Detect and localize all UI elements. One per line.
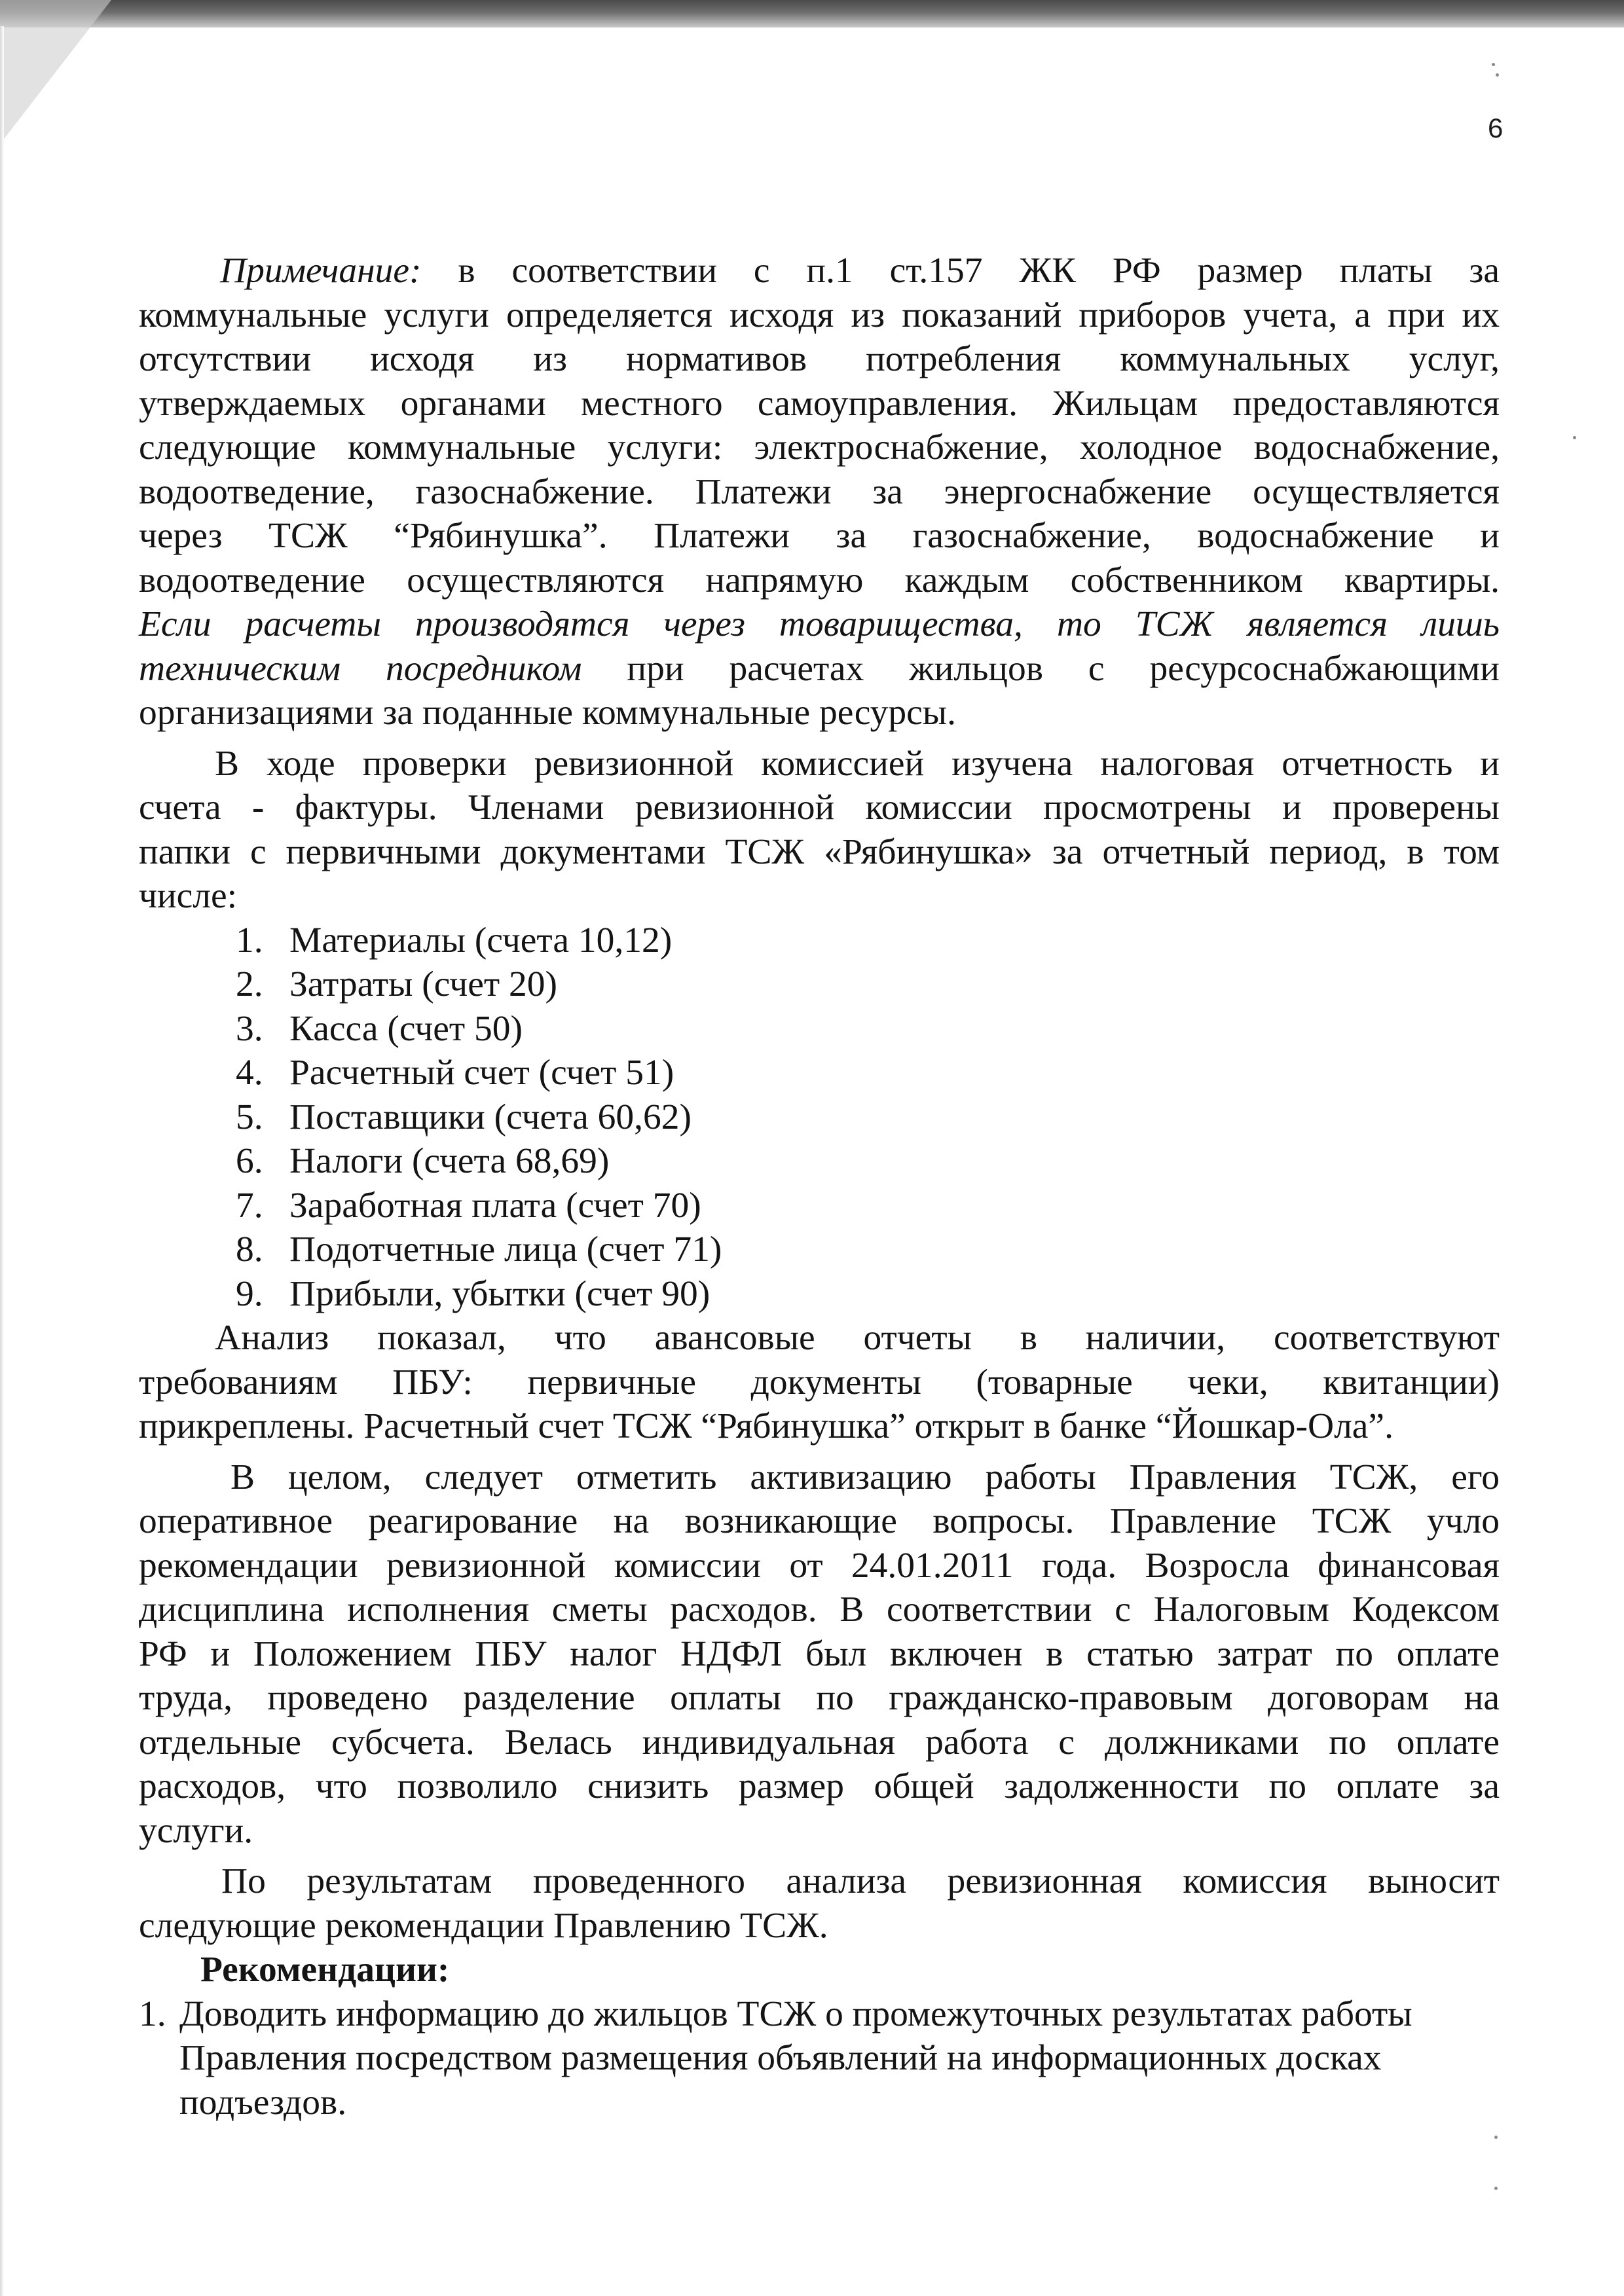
text-line: РФ и Положением ПБУ налог НДФЛ был включен в статью затрат по оплате xyxy=(139,1633,1500,1674)
list-item xyxy=(236,1184,1500,1228)
text-line: счета - фактуры. Членами ревизионной комиссии просмотрены и проверены xyxy=(139,788,1500,828)
list-item xyxy=(236,919,1500,963)
text-line: требованиям ПБУ: первичные документы (товарные чеки, квитанции) xyxy=(139,1362,1500,1402)
analysis-paragraph xyxy=(139,1316,1500,1449)
list-text: Расчетный счет (счет 51) xyxy=(289,1053,674,1093)
list-item xyxy=(236,1095,1500,1140)
scan-speck xyxy=(1573,436,1576,439)
list-number: 1. xyxy=(139,1994,166,2034)
text-line: В ходе проверки ревизионной комиссией изучена налоговая отчетность и xyxy=(215,743,1500,784)
scan-top-border xyxy=(0,0,1624,27)
text-line: следующие коммунальные услуги: электроснабжение, холодное водоснабжение, xyxy=(139,428,1500,467)
italic-fragment: техническим посредником xyxy=(139,648,582,689)
list-number: 8. xyxy=(236,1230,263,1269)
text-line: водоотведение осуществляются напрямую каждым собственником квартиры. xyxy=(139,560,1500,600)
note-line-text: в соответствии с п.1 ст.157 ЖК РФ размер платы за xyxy=(458,251,1500,291)
text-line: дисциплина исполнения сметы расходов. В соответствии с Налоговым Кодексом xyxy=(139,1590,1500,1630)
list-number: 5. xyxy=(236,1097,263,1137)
accounts-list xyxy=(236,919,1500,1317)
list-text: Налоги (счета 68,69) xyxy=(289,1141,610,1181)
list-text: Материалы (счета 10,12) xyxy=(289,920,673,960)
list-text: Подотчетные лица (счет 71) xyxy=(289,1230,722,1269)
text-line: Доводить информацию до жильцов ТСЖ о промежуточных результатах работы xyxy=(179,1994,1412,2034)
text-fragment: при расчетах жильцов с ресурсоснабжающими xyxy=(627,648,1500,689)
text-line: Анализ показал, что авансовые отчеты в наличии, соответствуют xyxy=(215,1318,1500,1358)
list-number: 2. xyxy=(236,964,263,1004)
text-line: труда, проведено разделение оплаты по гражданско-правовым договорам на xyxy=(139,1678,1500,1718)
text-line: утверждаемых органами местного самоуправления. Жильцам предоставляются xyxy=(139,383,1500,424)
text-line: услуги. xyxy=(139,1810,253,1851)
text-line: папки с первичными документами ТСЖ «Рябинушка» за отчетный период, в том xyxy=(139,831,1500,872)
list-number: 9. xyxy=(236,1273,263,1314)
list-item xyxy=(236,1051,1500,1095)
scan-speck xyxy=(1496,73,1499,77)
text-line: расходов, что позволило снизить размер общей задолженности по оплате за xyxy=(139,1766,1500,1806)
list-number: 6. xyxy=(236,1141,263,1181)
document-body xyxy=(139,249,1500,2124)
general-paragraph xyxy=(139,1455,1500,1853)
list-item xyxy=(139,1992,1500,2125)
list-item xyxy=(236,1007,1500,1051)
list-text: Затраты (счет 20) xyxy=(289,964,557,1004)
text-line: отсутствии исходя из нормативов потребления коммунальных услуг, xyxy=(139,339,1500,379)
list-item xyxy=(236,1272,1500,1317)
list-number: 7. xyxy=(236,1185,263,1226)
text-line: организациями за поданные коммунальные ресурсы. xyxy=(139,693,956,733)
list-number: 4. xyxy=(236,1053,263,1093)
note-paragraph xyxy=(139,249,1500,735)
text-line: через ТСЖ “Рябинушка”. Платежи за газоснабжение, водоснабжение и xyxy=(139,516,1500,556)
list-item xyxy=(236,1228,1500,1272)
list-item xyxy=(236,1139,1500,1184)
text-line: числе: xyxy=(139,876,237,916)
text-line: Правления посредством размещения объявлений на информационных досках xyxy=(179,2038,1382,2078)
text-line: оперативное реагирование на возникающие вопросы. Правление ТСЖ учло xyxy=(139,1501,1500,1541)
list-text xyxy=(179,1992,1412,2125)
list-text: Прибыли, убытки (счет 90) xyxy=(289,1273,710,1314)
text-line: подъездов. xyxy=(179,2082,347,2123)
list-item xyxy=(236,962,1500,1007)
list-text: Заработная плата (счет 70) xyxy=(289,1185,701,1226)
text-line: прикреплены. Расчетный счет ТСЖ “Рябинушка” открыт в банке “Йошкар-Ола”. xyxy=(139,1406,1393,1446)
scan-speck xyxy=(1494,2136,1498,2139)
scan-speck xyxy=(1494,2187,1498,2190)
results-paragraph xyxy=(139,1859,1500,1948)
check-paragraph xyxy=(139,742,1500,919)
text-line: водоотведение, газоснабжение. Платежи за энергоснабжение осуществляется xyxy=(139,471,1500,512)
text-line: отдельные субсчета. Велась индивидуальная работа с должниками по оплате xyxy=(139,1722,1500,1762)
text-line: следующие рекомендации Правлению ТСЖ. xyxy=(139,1905,828,1946)
recommendations-heading: Рекомендации: xyxy=(200,1950,450,1990)
text-line: коммунальные услуги определяется исходя из показаний приборов учета, а при их xyxy=(139,295,1500,335)
list-text: Поставщики (счета 60,62) xyxy=(289,1097,692,1137)
recommendations-list xyxy=(139,1992,1500,2125)
text-line: рекомендации ревизионной комиссии от 24.01.2011 года. Возросла финансовая xyxy=(139,1545,1500,1586)
text-line xyxy=(139,249,1500,293)
scan-speck xyxy=(1492,63,1495,66)
text-line: В целом, следует отметить активизацию работы Правления ТСЖ, его xyxy=(231,1457,1500,1497)
list-number: 3. xyxy=(236,1008,263,1049)
page-number: 6 xyxy=(1488,113,1504,143)
text-line xyxy=(139,647,1500,691)
list-number: 1. xyxy=(236,920,263,960)
list-text: Касса (счет 50) xyxy=(289,1008,523,1049)
scan-corner-shadow xyxy=(0,0,111,144)
text-line: Если расчеты производятся через товарищества, то ТСЖ является лишь xyxy=(139,604,1500,644)
note-label: Примечание: xyxy=(220,251,422,291)
text-line: По результатам проведенного анализа ревизионная комиссия выносит xyxy=(221,1861,1500,1901)
scan-left-edge xyxy=(0,26,4,2296)
